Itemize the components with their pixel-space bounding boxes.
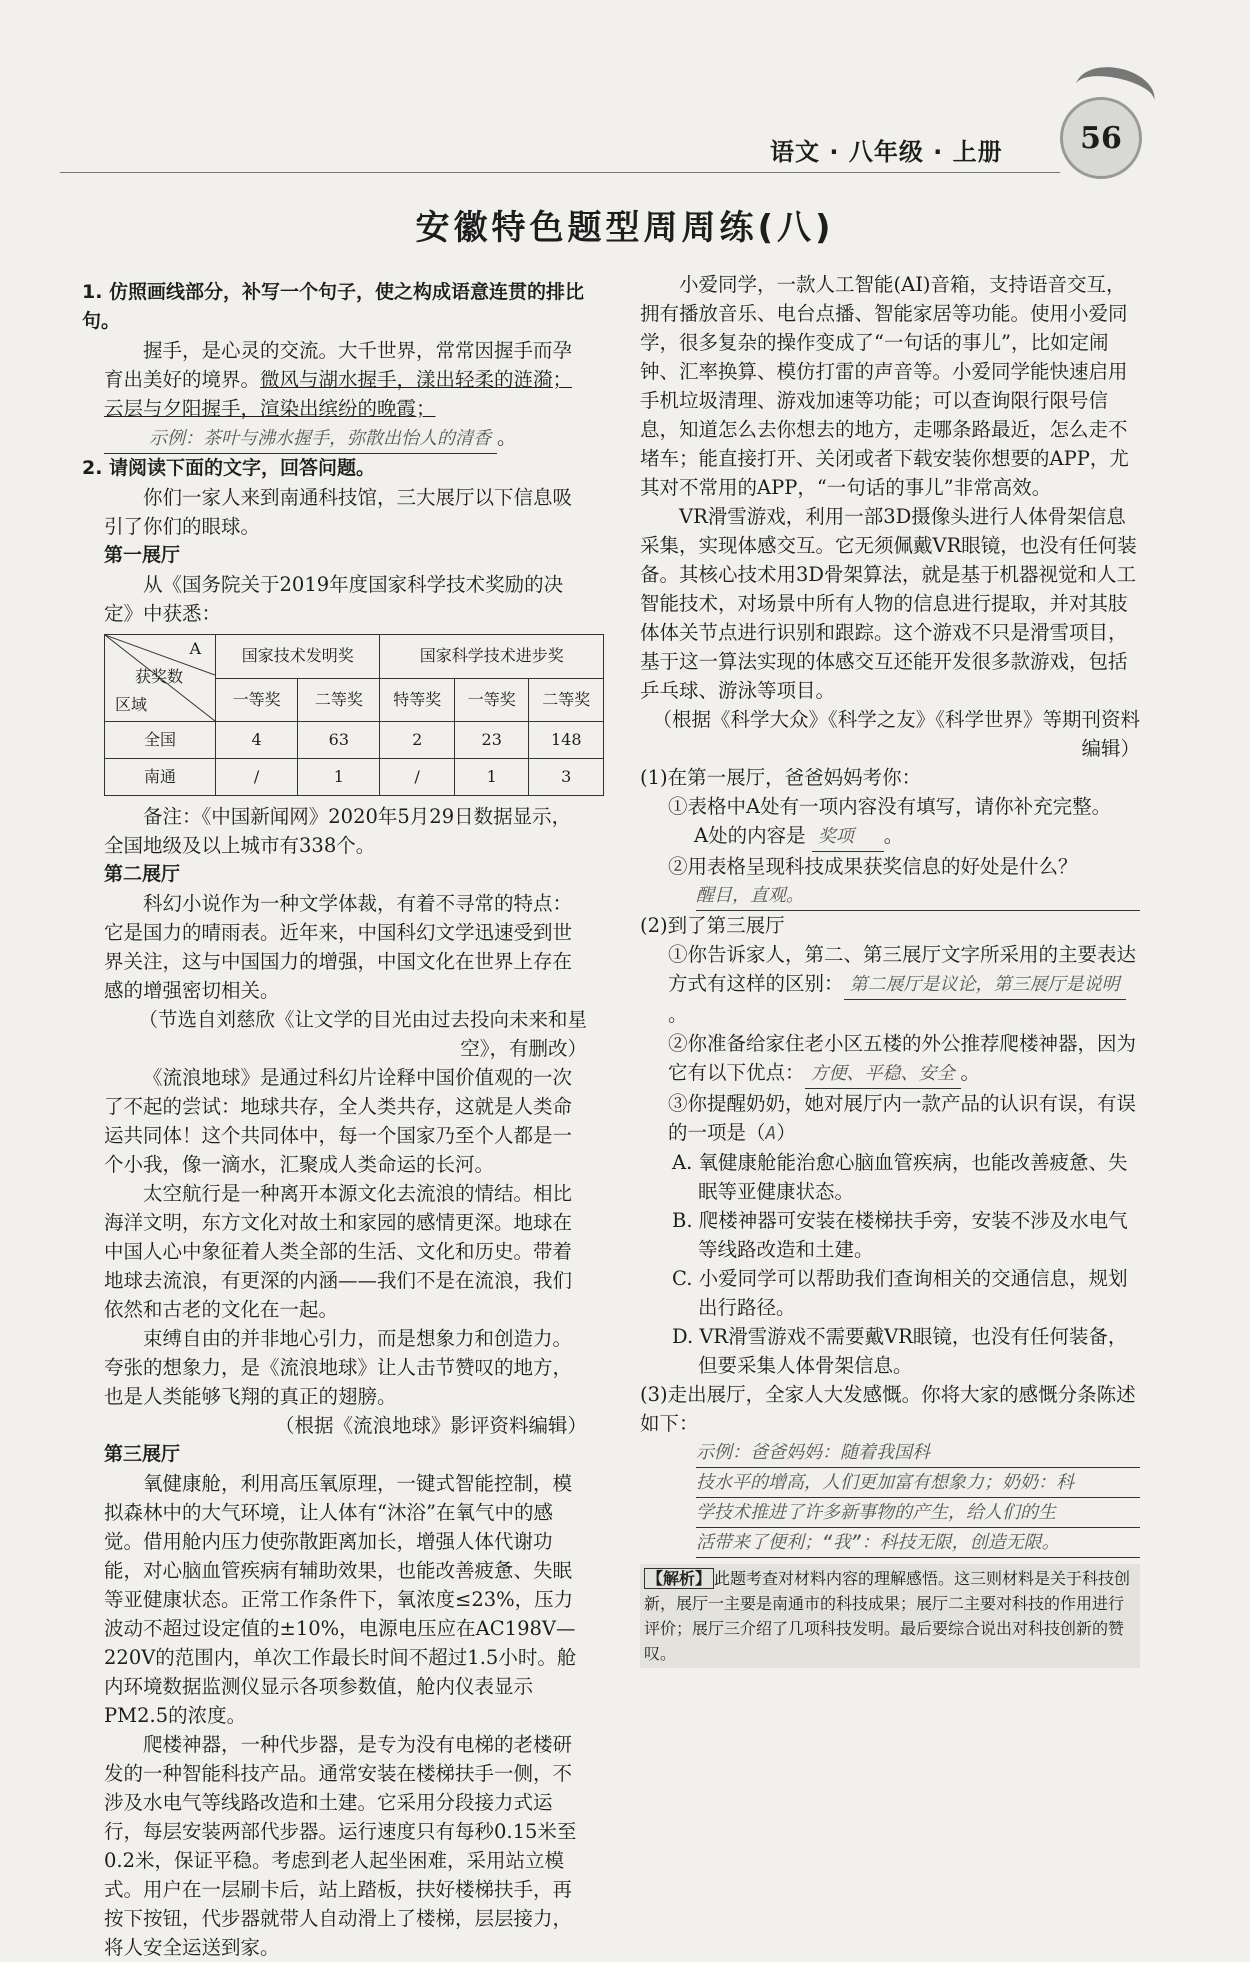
sub2-end-c: ）: [776, 1121, 796, 1144]
page-number-badge: [1060, 97, 1142, 179]
corner-label-region: 区域: [115, 695, 148, 714]
hall3-paragraph: 小爱同学，一款人工智能(AI)音箱，支持语音交互，拥有播放音乐、电台点播、智能家居等功能。使用小爱同学，很多复杂的操作变成了“一句话的事儿”，比如定闹钟、汇率换算、模仿打雷的声音等。小爱同学能快速启用手机垃圾清理、游戏加速等功能；可以查询限行限号信息，知道怎么去你想去的地方，走哪条路最近，怎么走不堵车；能直接打开、关闭或者下载安装你想要的APP，尤其对不常用的APP，“一句话的事儿”非常高效。: [640, 273, 1129, 499]
page-title: 安徽特色题型周周练(八): [415, 208, 835, 248]
table-region-cell: 全国: [105, 722, 216, 759]
sub3-answer-line: 学技术推进了许多新事物的产生，给人们的生: [696, 1498, 1140, 1528]
sub2-label: (2)到了第三展厅: [640, 914, 785, 937]
sub2-end-b: 。: [960, 1061, 981, 1084]
hall2-source: （节选自刘慈欣《让文学的目光由过去投向未来和星空》，有删改）: [138, 1008, 587, 1060]
hall2-title: 第二展厅: [104, 863, 181, 885]
award-table: [104, 634, 604, 796]
hall2-source: （根据《流浪地球》影评资料编辑）: [274, 1414, 587, 1437]
sub3-answer[interactable]: [640, 1438, 1140, 1558]
table-sub-header: 二等奖: [298, 678, 380, 722]
right-column: [640, 270, 1140, 1668]
table-group-header: 国家科学技术进步奖: [380, 635, 604, 679]
sub1-prompt: A处的内容是: [694, 824, 806, 847]
hall1-lead: 从《国务院关于2019年度国家科学技术奖励的决定》中获悉：: [104, 573, 564, 625]
sub2-end-a: 。: [668, 1003, 688, 1026]
sub1-answer-b[interactable]: 醒目，直观。: [696, 881, 1140, 911]
table-cell: 2: [380, 722, 455, 759]
sub2-answer-c[interactable]: A: [765, 1123, 777, 1144]
header-divider: [60, 172, 1060, 173]
question-2-body: [82, 483, 591, 1962]
analysis-text: 此题考查对材料内容的理解感悟。这三则材料是关于科技创新，展厅一主要是南通市的科技成果；展厅二主要对科技的作用进行评价；展厅三介绍了几项科技发明。最后要综合说出对科技创新的赞叹。: [644, 1569, 1131, 1663]
table-cell: 1: [454, 759, 529, 796]
q1-underlined-example: 微风与湖水握手，漾出轻柔的涟漪；云层与夕阳握手，渲染出缤纷的晚霞；: [104, 368, 573, 420]
q1-answer[interactable]: 示例：茶叶与沸水握手，弥散出怡人的清香: [104, 424, 497, 454]
table-cell: 148: [529, 722, 604, 759]
table-region-cell: 南通: [105, 759, 216, 796]
table-corner-cell: [105, 635, 216, 722]
sub3-answer-line: 示例：爸爸妈妈：随着我国科: [696, 1438, 1140, 1468]
table-group-header: 国家技术发明奖: [216, 635, 380, 679]
q1-end: 。: [497, 426, 517, 449]
q2-intro: 你们一家人来到南通科技馆，三大展厅以下信息吸引了你们的眼球。: [104, 486, 573, 538]
sub1-question-b: ②用表格呈现科技成果获奖信息的好处是什么？: [668, 855, 1078, 878]
sub3-answer-line: 活带来了便利；“我”：科技无限，创造无限。: [696, 1528, 1140, 1558]
analysis-tag: 【解析】: [644, 1568, 714, 1589]
sub1-answer-a[interactable]: 奖项: [812, 822, 884, 852]
hall1-title: 第一展厅: [104, 544, 181, 566]
sub2-question-a-line: [640, 940, 1140, 1029]
hall3-paragraph: 氧健康舱，利用高压氧原理，一键式智能控制，模拟森林中的大气环境，让人体有“沐浴”在氧气中的感觉。借用舱内压力使弥散距离加长，增强人体代谢功能，对心脑血管疾病有辅助效果，也能改善疲惫、失眠等亚健康状态。正常工作条件下，氧浓度≤23%，压力波动不超过设定值的±10%，电源电压应在AC198V—220V的范围内，单次工作最长时间不超过1.5小时。舱内环境数据监测仪显示各项参数值，舱内仪表显示PM2.5的浓度。: [104, 1472, 577, 1727]
hall3-paragraph: 爬楼神器，一种代步器，是专为没有电梯的老楼研发的一种智能科技产品。通常安装在楼梯扶手一侧，不涉及水电气等线路改造和土建。它采用分段接力式运行，每层安装两部代步器。运行速度只有每秒0.15米至0.2米，保证平稳。考虑到老人起坐困难，采用站立模式。用户在一层刷卡后，站上踏板，扶好楼梯扶手，再按下按钮，代步器就带人自动滑上了楼梯，层层接力，将人安全运送到家。: [104, 1733, 577, 1959]
corner-label-a: A: [189, 639, 201, 658]
table-sub-header: 二等奖: [529, 678, 604, 722]
hall3-paragraph: VR滑雪游戏，利用一部3D摄像头进行人体骨架信息采集，实现体感交互。它无须佩戴VR眼镜，也没有任何装备。其核心技术用3D骨架算法，就是基于机器视觉和人工智能技术，对场景中所有人物的信息进行提取，并对其肢体体关节点进行识别和跟踪。这个游戏不只是滑雪项目，基于这一算法实现的体感交互还能开发很多款游戏，包括乒乓球、游泳等项目。: [640, 505, 1137, 702]
sub1-label: (1)在第一展厅，爸爸妈妈考你：: [640, 766, 922, 789]
corner-label-count: 获奖数: [135, 667, 184, 686]
subject-header: 语文 · 八年级 · 上册: [770, 138, 1003, 166]
sub2-question-c: ③你提醒奶奶，她对展厅内一款产品的认识有误，有误的一项是（: [668, 1092, 1137, 1144]
hall2-paragraph: 束缚自由的并非地心引力，而是想象力和创造力。夸张的想象力，是《流浪地球》让人击节赞叹的地方，也是人类能够飞翔的真正的翅膀。: [104, 1327, 573, 1408]
question-2-heading: 2. 请阅读下面的文字，回答问题。: [82, 457, 376, 479]
hall3-source: （根据《科学大众》《科学之友》《科学世界》等期刊资料编辑）: [652, 708, 1140, 760]
sub2-answer-b[interactable]: 方便、平稳、安全: [805, 1059, 961, 1089]
sub1-end: 。: [883, 824, 904, 847]
table-cell: 4: [216, 722, 298, 759]
sub2-question-a: ①你告诉家人，第二、第三展厅文字所采用的主要表达方式有这样的区别：: [668, 943, 1137, 995]
left-column: [82, 278, 591, 1962]
hall3-title: 第三展厅: [104, 1443, 181, 1465]
option-b[interactable]: B. 爬楼神器可安装在楼梯扶手旁，安装不涉及水电气等线路改造和土建。: [672, 1209, 1128, 1261]
hall2-paragraph: 太空航行是一种离开本源文化去流浪的情结。相比海洋文明，东方文化对故土和家园的感情更深。地球在中国人心中象征着人类全部的生活、文化和历史。带着地球去流浪，有更深的内涵——我们不是在流浪，我们依然和古老的文化在一起。: [104, 1182, 573, 1321]
page-number: 56: [1080, 120, 1122, 156]
hall2-paragraph: 科幻小说作为一种文学体裁，有着不寻常的特点：它是国力的晴雨表。近年来，中国科幻文学迅速受到世界关注，这与中国国力的增强，中国文化在世界上存在感的增强密切相关。: [104, 892, 573, 1002]
sub2-answer-a[interactable]: 第二展厅是议论，第三展厅是说明: [844, 970, 1126, 1000]
sub3-answer-line: 技水平的增高，人们更加富有想象力；奶奶：科: [696, 1468, 1140, 1498]
table-row: [105, 722, 604, 759]
table-row: [105, 759, 604, 796]
sub2-question-b-line: [640, 1029, 1140, 1089]
table-sub-header: 一等奖: [216, 678, 298, 722]
table-sub-header: 一等奖: [454, 678, 529, 722]
sub1-question-a: ①表格中A处有一项内容没有填写，请你补充完整。: [668, 795, 1112, 818]
table-cell: 23: [454, 722, 529, 759]
sub2-question-c-line: [640, 1089, 1140, 1148]
hall2-paragraph: 《流浪地球》是通过科幻片诠释中国价值观的一次了不起的尝试：地球共存，全人类共存，这就是人类命运共同体！这个共同体中，每一个国家乃至个人都是一个小我，像一滴水，汇聚成人类命运的长河。: [104, 1066, 573, 1176]
table-cell: 1: [298, 759, 380, 796]
question-1-heading: 1. 仿照画线部分，补写一个句子，使之构成语意连贯的排比句。: [82, 281, 585, 332]
q1-text: 握手，是心灵的交流。大千世界，常常因握手而孕育出美好的境界。: [104, 339, 573, 391]
table-cell: /: [216, 759, 298, 796]
table-sub-header: 特等奖: [380, 678, 455, 722]
table-cell: 63: [298, 722, 380, 759]
analysis-box: [640, 1564, 1140, 1668]
sub3-label: (3)走出展厅，全家人大发感慨。你将大家的感慨分条陈述如下：: [640, 1383, 1136, 1435]
question-1-body: [82, 336, 587, 454]
table-cell: /: [380, 759, 455, 796]
sub2-question-b: ②你准备给家住老小区五楼的外公推荐爬楼神器，因为它有以下优点：: [668, 1032, 1137, 1084]
table-cell: 3: [529, 759, 604, 796]
hall1-note: 备注：《中国新闻网》2020年5月29日数据显示，全国地级及以上城市有338个。: [104, 805, 572, 857]
option-c[interactable]: C. 小爱同学可以帮助我们查询相关的交通信息，规划出行路径。: [672, 1267, 1128, 1319]
option-a[interactable]: A. 氧健康舱能治愈心脑血管疾病，也能改善疲惫、失眠等亚健康状态。: [672, 1151, 1128, 1203]
option-d[interactable]: D. VR滑雪游戏不需要戴VR眼镜，也没有任何装备，但要采集人体骨架信息。: [672, 1325, 1128, 1377]
